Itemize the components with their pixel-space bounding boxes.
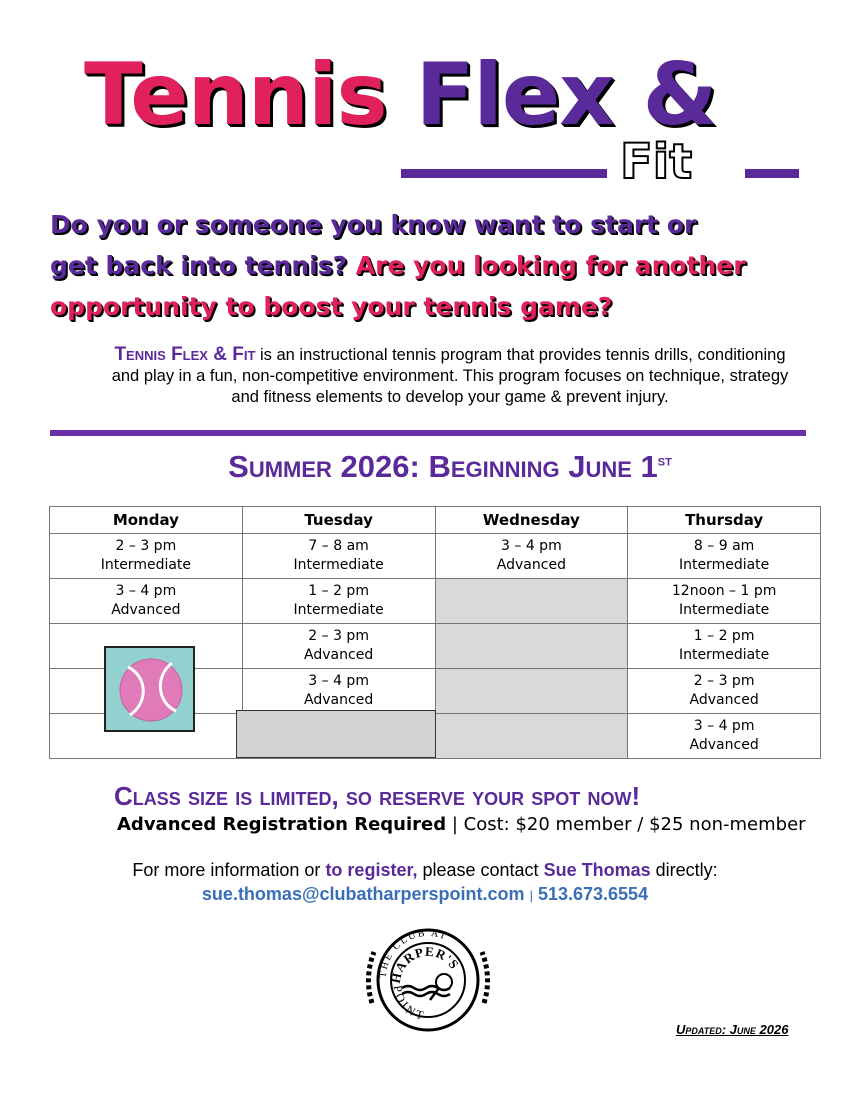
schedule-cell [628, 714, 821, 759]
class-time: 3 – 4 pm [115, 583, 177, 599]
class-level: Advanced [304, 692, 374, 708]
season-suffix: st [657, 452, 672, 470]
class-time: 3 – 4 pm [693, 718, 755, 734]
schedule-cell [435, 669, 628, 714]
class-level: Intermediate [100, 557, 192, 573]
schedule-cell [628, 579, 821, 624]
contact-separator: | [529, 888, 533, 903]
class-time: 1 – 2 pm [308, 583, 369, 599]
headline [50, 204, 830, 327]
season-heading [0, 449, 850, 485]
headline-line3: opportunity to boost your tennis game? [50, 292, 613, 321]
section-divider [50, 430, 806, 436]
logo-name-text: HARPER'S [387, 943, 463, 985]
contact-line [0, 860, 850, 881]
class-time: 12noon – 1 pm [671, 583, 777, 599]
page-title [84, 45, 717, 145]
empty-slot-shade [236, 710, 436, 758]
class-level: Advanced [111, 602, 181, 618]
day-header: Wednesday [435, 507, 628, 534]
schedule-cell [435, 714, 628, 759]
title-tennis: Tennis [84, 45, 387, 145]
title-underline-left [401, 169, 607, 178]
updated-date: Updated: June 2026 [676, 1022, 789, 1037]
contact-email-link[interactable]: sue.thomas@clubatharperspoint.com [201, 884, 525, 904]
registration-required: Advanced Registration Required [117, 814, 447, 835]
contact-register: to register, [325, 860, 418, 880]
schedule-cell [435, 624, 628, 669]
class-level: Intermediate [678, 602, 770, 618]
registration-line [117, 814, 806, 835]
tennis-ball-icon [118, 657, 184, 723]
headline-line2a: get back into tennis? [50, 251, 348, 280]
schedule-cell [242, 579, 435, 624]
program-brand: Tennis Flex & Fit [114, 344, 256, 365]
program-text: is an instructional tennis program that provides tennis drills, conditioning and play in a fun, non-competitive environment. This program focuses on technique, strategy and fitness elements to develop your game & prevent injury. [111, 346, 789, 406]
day-header: Thursday [628, 507, 821, 534]
class-time: 2 – 3 pm [115, 538, 177, 554]
club-logo [356, 908, 499, 1048]
headline-line2b: Are you looking for another [355, 251, 746, 280]
schedule-cell [50, 534, 243, 579]
schedule-cell [628, 534, 821, 579]
class-time: 8 – 9 am [693, 538, 755, 554]
class-level: Advanced [304, 647, 374, 663]
schedule-cell [435, 579, 628, 624]
class-level: Intermediate [678, 647, 770, 663]
class-level: Intermediate [293, 602, 384, 618]
schedule-cell [435, 534, 628, 579]
schedule-cell [242, 624, 435, 669]
contact-pre: For more information or [132, 860, 321, 880]
title-flex: Flex & [415, 45, 717, 145]
class-level: Intermediate [293, 557, 384, 573]
tennis-ball-image [104, 646, 195, 732]
class-time: 1 – 2 pm [693, 628, 755, 644]
title-underline-right [745, 169, 799, 178]
class-level: Intermediate [678, 557, 770, 573]
club-logo-graphic [356, 908, 499, 1048]
contact-details [0, 884, 850, 905]
contact-post: directly: [655, 860, 718, 880]
class-time: 2 – 3 pm [308, 628, 369, 644]
class-level: Advanced [496, 557, 566, 573]
registration-cost: | Cost: $20 member / $25 non-member [451, 814, 806, 835]
schedule-cell [242, 534, 435, 579]
schedule-cell [242, 669, 435, 714]
schedule-row [50, 534, 821, 579]
class-time: 2 – 3 pm [693, 673, 755, 689]
day-header: Tuesday [242, 507, 435, 534]
schedule-header-row [50, 507, 821, 534]
headline-line1: Do you or someone you know want to start or [50, 210, 697, 239]
class-time: 7 – 8 am [308, 538, 369, 554]
schedule-cell [628, 624, 821, 669]
class-level: Advanced [689, 737, 759, 753]
contact-mid: please contact [422, 860, 539, 880]
title-fit: Fit [620, 134, 693, 190]
season-text: Summer 2026: Beginning June 1 [228, 449, 658, 484]
contact-phone-link[interactable]: 513.673.6554 [537, 884, 649, 904]
contact-name: Sue Thomas [543, 860, 651, 880]
schedule-cell [50, 579, 243, 624]
class-time: 3 – 4 pm [501, 538, 562, 554]
class-level: Advanced [689, 692, 759, 708]
schedule-cell [628, 669, 821, 714]
logo-top-text: THE CLUB AT [377, 927, 450, 979]
schedule-row [50, 579, 821, 624]
logo-bottom-text: POINT [390, 984, 428, 1024]
class-size-notice: Class size is limited, so reserve your spot now! [114, 781, 641, 811]
class-time: 3 – 4 pm [308, 673, 369, 689]
day-header: Monday [50, 507, 243, 534]
program-description [100, 344, 800, 408]
